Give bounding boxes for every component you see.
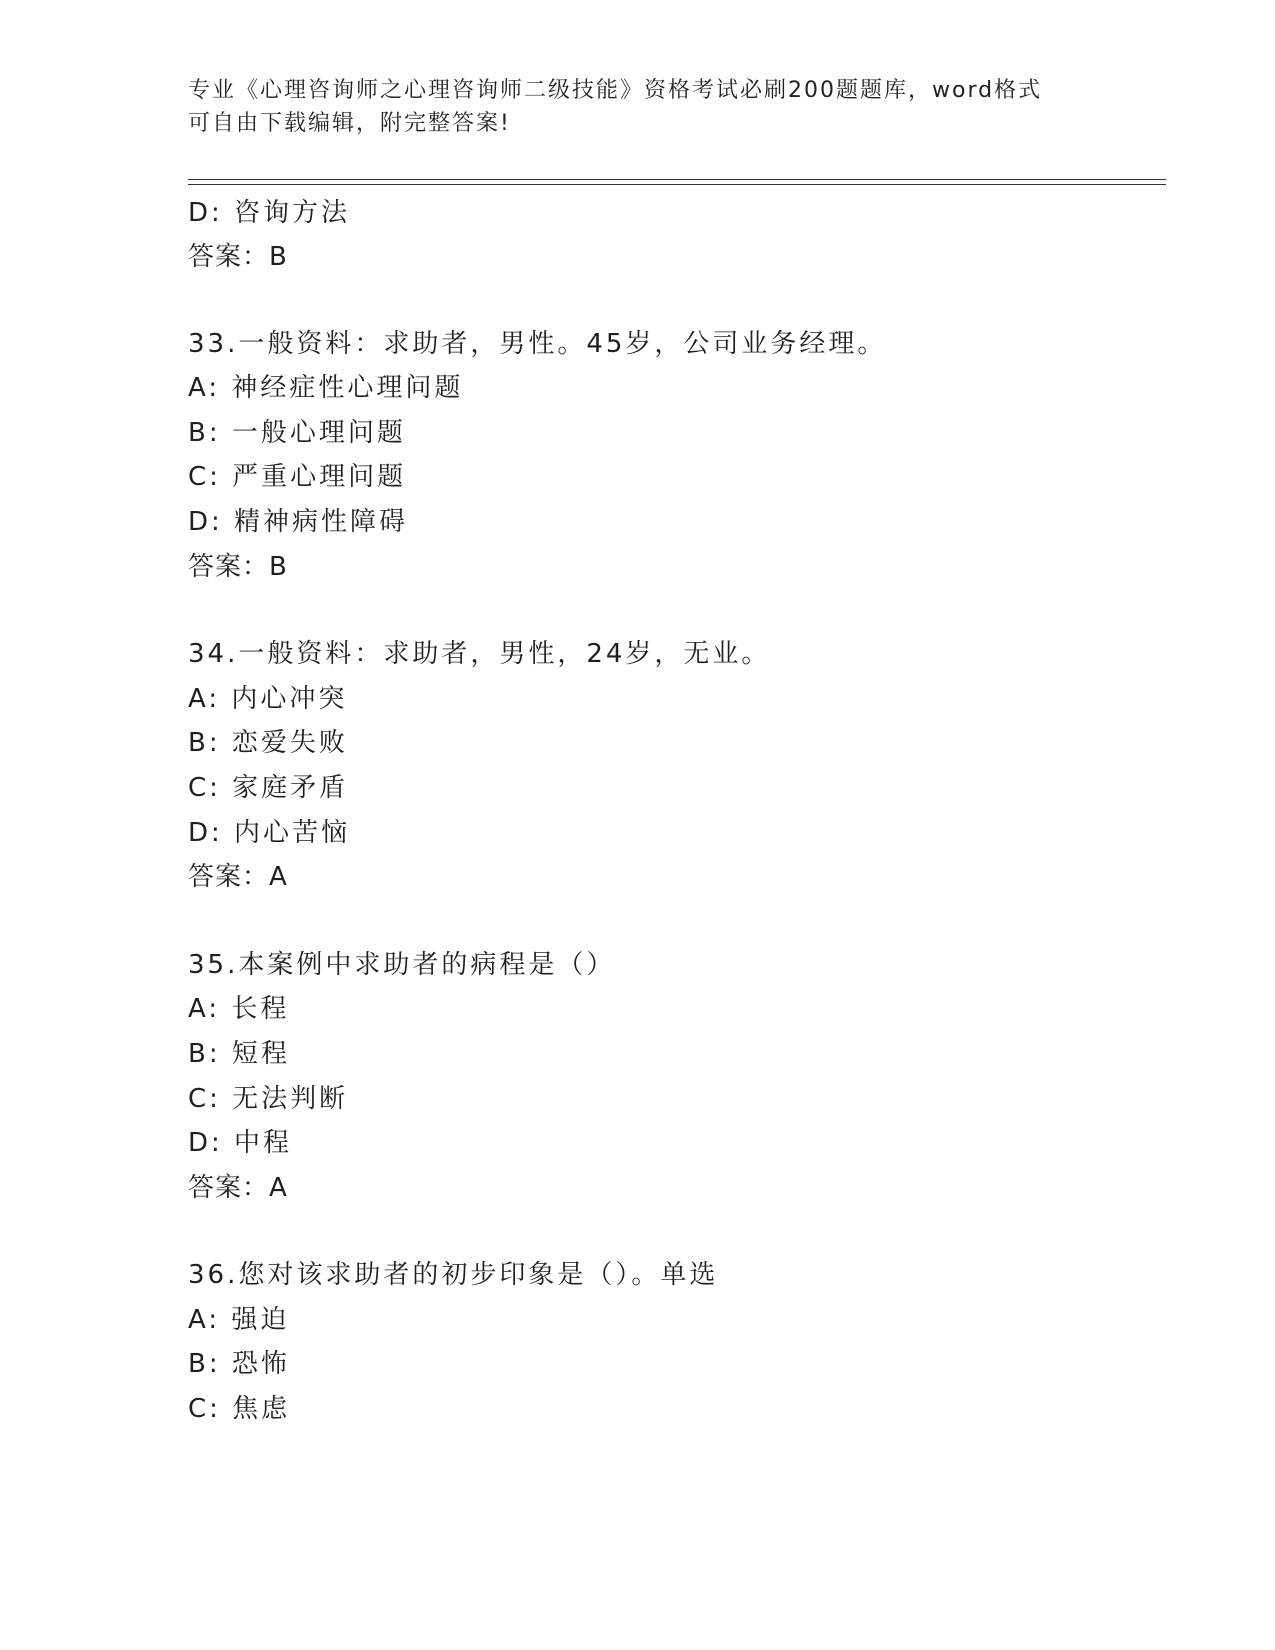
- option-d-35: D: 中程: [188, 1128, 293, 1158]
- question-36: 36.您对该求助者的初步印象是（）。单选: [188, 1260, 719, 1290]
- option-d-33: D: 精神病性障碍: [188, 507, 409, 537]
- option-a-34: A: 内心冲突: [188, 684, 348, 714]
- option-c-34: C: 家庭矛盾: [188, 773, 349, 803]
- answer-32: 答案：B: [188, 242, 288, 272]
- document-header: [188, 74, 1078, 140]
- header-divider-top: [188, 179, 1166, 180]
- header-line-2: 可自由下载编辑，附完整答案!: [188, 111, 511, 136]
- answer-34: 答案：A: [188, 862, 288, 892]
- option-d-32: D: 咨询方法: [188, 198, 351, 228]
- option-b-34: B: 恋爱失败: [188, 728, 348, 758]
- header-divider-bottom: [188, 184, 1166, 185]
- question-34: 34.一般资料：求助者，男性，24岁，无业。: [188, 639, 771, 669]
- option-c-35: C: 无法判断: [188, 1084, 349, 1114]
- answer-33: 答案：B: [188, 552, 288, 582]
- option-b-36: B: 恐怖: [188, 1349, 290, 1379]
- option-a-36: A: 强迫: [188, 1305, 290, 1335]
- question-33: 33.一般资料：求助者，男性。45岁，公司业务经理。: [188, 329, 887, 359]
- answer-35: 答案：A: [188, 1173, 288, 1203]
- option-b-35: B: 短程: [188, 1039, 290, 1069]
- option-c-33: C: 严重心理问题: [188, 462, 407, 492]
- header-line-1: 专业《心理咨询师之心理咨询师二级技能》资格考试必刷200题题库，word格式: [188, 78, 1043, 103]
- option-b-33: B: 一般心理问题: [188, 418, 406, 448]
- option-c-36: C: 焦虑: [188, 1394, 291, 1424]
- question-35: 35.本案例中求助者的病程是（）: [188, 950, 616, 980]
- option-d-34: D: 内心苦恼: [188, 818, 351, 848]
- option-a-35: A: 长程: [188, 994, 290, 1024]
- option-a-33: A: 神经症性心理问题: [188, 373, 464, 403]
